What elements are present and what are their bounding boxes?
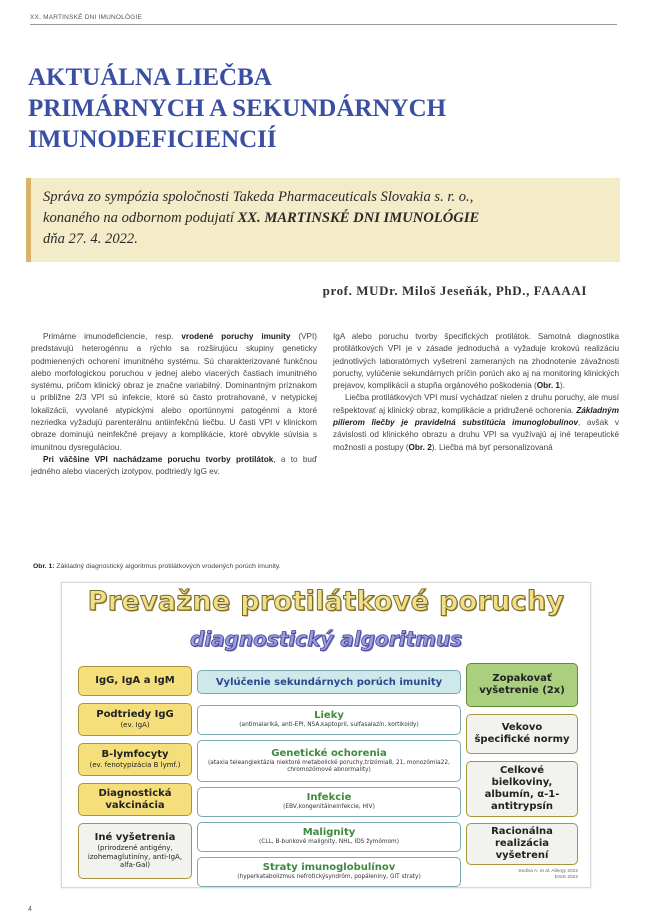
right-box-total-proteins [466,761,578,817]
box-subtitle: (EBV,kongenitálneinfekcie, HIV) [283,804,375,811]
box-title: Lieky [314,710,344,722]
right-box-rational-testing [466,823,578,865]
box-subtitle: (ataxia teleangiektázia niektoré metabolické poruchy,trizómia8, 21, monozómia22, chromozómové abnormality) [208,759,450,773]
paragraph-text: (VPI) predstavujú heterogénnu a rýchlo sa rozširujúcu skupiny geneticky podmienených ochorení imunitného systému. Sú charakterizované funkčnou alebo morfologickou poruchou v jednej alebo viacerých častiach imunitného systému, pričom klinický obraz je značne variabilný. Dominantným príznakom u približne 2/3 VPI sú infekcie, ktoré sú často protrahované, v netypickej lokalizácii, vyvolané atypickými alebo oportúnnymi patogénmi a ktoré nezriedka vyžadujú parenterálnu antiinfekčnú liečbu. U časti VPI v klinickom obraze dominujú neinfekčné prejavy a komplikácie, ktoré obvykle súvisia s imunitnou dysreguláciou. [31,332,317,452]
article-title-line: PRIMÁRNYCH A SEKUNDÁRNYCH [28,95,447,122]
paragraph [333,331,619,392]
lead-event-name: XX. MARTINSKÉ DNI IMUNOLÓGIE [237,210,480,226]
emphasis-text: Základným pilierom liečby je pravidelná substitúcia imunoglobulínov [333,405,619,428]
left-box-other-tests [78,823,192,879]
left-box-immunoglobulins [78,666,192,696]
box-title: Celkové bielkoviny, albumín, α-1-antitrypsín [484,765,560,812]
paragraph-text: , avšak v závislosti od klinického obrazu a druhu VPI sa využívajú aj iné terapeutické možnosti a postupy ( [333,418,619,452]
figure-reference: Obr. 1 [536,381,560,391]
right-box-age-norms [466,714,578,754]
lead-line: Správa zo sympózia spoločnosti Takeda Pharmaceuticals Slovakia s. r. o., [43,189,474,205]
box-title: Vylúčenie sekundárnych porúch imunity [215,676,443,688]
emphasis-text: Pri väčšine VPI nachádzame poruchu tvorby protilátok [43,454,274,464]
center-box-genetic-diseases [197,740,461,782]
figure-credit-line: Sediva A. et al. Allergy 2022 [518,869,578,874]
paragraph-text: ). [559,381,565,391]
box-title: Infekcie [306,792,352,804]
article-title-line: IMUNODEFICIENCIÍ [28,126,277,153]
lead-box [26,178,620,262]
center-box-drugs [197,705,461,735]
author-byline: prof. MUDr. Miloš Jeseňák, PhD., FAAAAI [322,283,587,298]
box-title: IgG, IgA a IgM [95,675,175,686]
body-column-right [333,331,619,454]
running-head-rule [30,24,617,25]
center-box-immunoglobulin-loss [197,857,461,887]
left-box-b-lymphocytes [78,743,192,776]
box-title: Genetické ochorenia [271,747,387,759]
box-title: B-lymfocyty [101,749,169,760]
paragraph-text: IgA alebo poruchu tvorby špecifických protilátok. Samotná diagnostika protilátkových VPI je v zásade jednoduchá a vyžaduje krokovú realizáciu jednotlivých laboratórnych vyšetrení zameraných na zhodnotenie závažnosti poruchy, vylúčenie sekundárnych príčin porúch ako aj na monitoring klinických prejavov, komplikácií a stupňa orgánového poškodenia ( [333,332,619,391]
lead-line: dňa 27. 4. 2022. [43,231,138,247]
figure-credit-line: ESID 2022 [554,875,578,880]
emphasis-text: vrodené poruchy imunity [181,332,291,341]
box-subtitle: (antimalariká, anti-EPI, NSA,kaptopril, sulfasalazín, kortikoidy) [239,722,419,729]
box-title: Iné vyšetrenia [94,832,176,844]
paragraph [31,331,317,454]
paragraph-text: Primárne imunodeficiencie, resp. [43,332,182,341]
page-number: 4 [28,906,32,913]
figure-caption-text: Základný diagnostický algoritmus protilátkových vrodených porúch imunity. [54,563,281,570]
body-column-left [31,331,317,479]
box-title: Malignity [302,827,356,839]
article-title-line: AKTUÁLNA LIEČBA [28,64,272,91]
lead-line [43,208,608,229]
left-box-diagnostic-vaccination [78,783,192,816]
box-subtitle: (ev. fenotypizácia B lymf.) [89,761,181,769]
box-title: Zopakovať vyšetrenie (2x) [479,673,565,696]
box-subtitle: (ev. IgA) [120,721,150,729]
box-title: Podtriedy IgG [96,709,174,720]
lead-text: konaného na odbornom podujatí [43,210,238,226]
box-subtitle: (hyperkatabolizmus nefrotickýsyndróm, popáleniny, GIT straty) [237,874,421,881]
box-subtitle: (prirodzené antigény, izohemaglutiníny, anti-IgA, alfa-Gal) [87,844,183,870]
diagnostic-algorithm-figure [61,582,591,888]
paragraph [333,392,619,453]
box-title: Racionálna realizácia vyšetrení [491,826,553,861]
paragraph-text: Liečba protilátkových VPI musí vychádzať nielen z druhu poruchy, ale musí rešpektovať aj klinický obraz, komplikácie a pridružené ochorenia. [333,393,619,415]
paragraph [31,454,317,479]
box-title: Vekovo špecifické normy [474,722,570,745]
paragraph-text: , a to buď jedného alebo viacerých izotypov, podtried/y IgG ev. [31,454,318,477]
figure-credit [518,869,578,881]
running-head: XX. MARTINSKÉ DNI IMUNOLÓGIE [30,14,143,21]
figure-reference: Obr. 2 [408,442,432,452]
figure-subtitle: diagnostický algoritmus [189,627,463,651]
article-title [28,62,588,155]
center-box-infections [197,787,461,817]
figure-title: Prevažne protilátkové poruchy [87,586,565,617]
box-title: Straty imunoglobulínov [262,862,396,874]
box-title: Diagnostická vakcinácia [98,787,172,811]
left-box-igg-subclasses [78,703,192,736]
right-box-repeat-test [466,663,578,707]
figure-caption-label: Obr. 1: [33,563,55,570]
figure-caption [33,563,281,570]
paragraph-text: ). Liečba má byť personalizovaná [431,442,553,452]
box-subtitle: (CLL, B-bunkové malignity, NHL, IDS žymómom) [259,839,399,846]
center-header-secondary-exclusion [197,670,461,694]
center-box-malignancies [197,822,461,852]
